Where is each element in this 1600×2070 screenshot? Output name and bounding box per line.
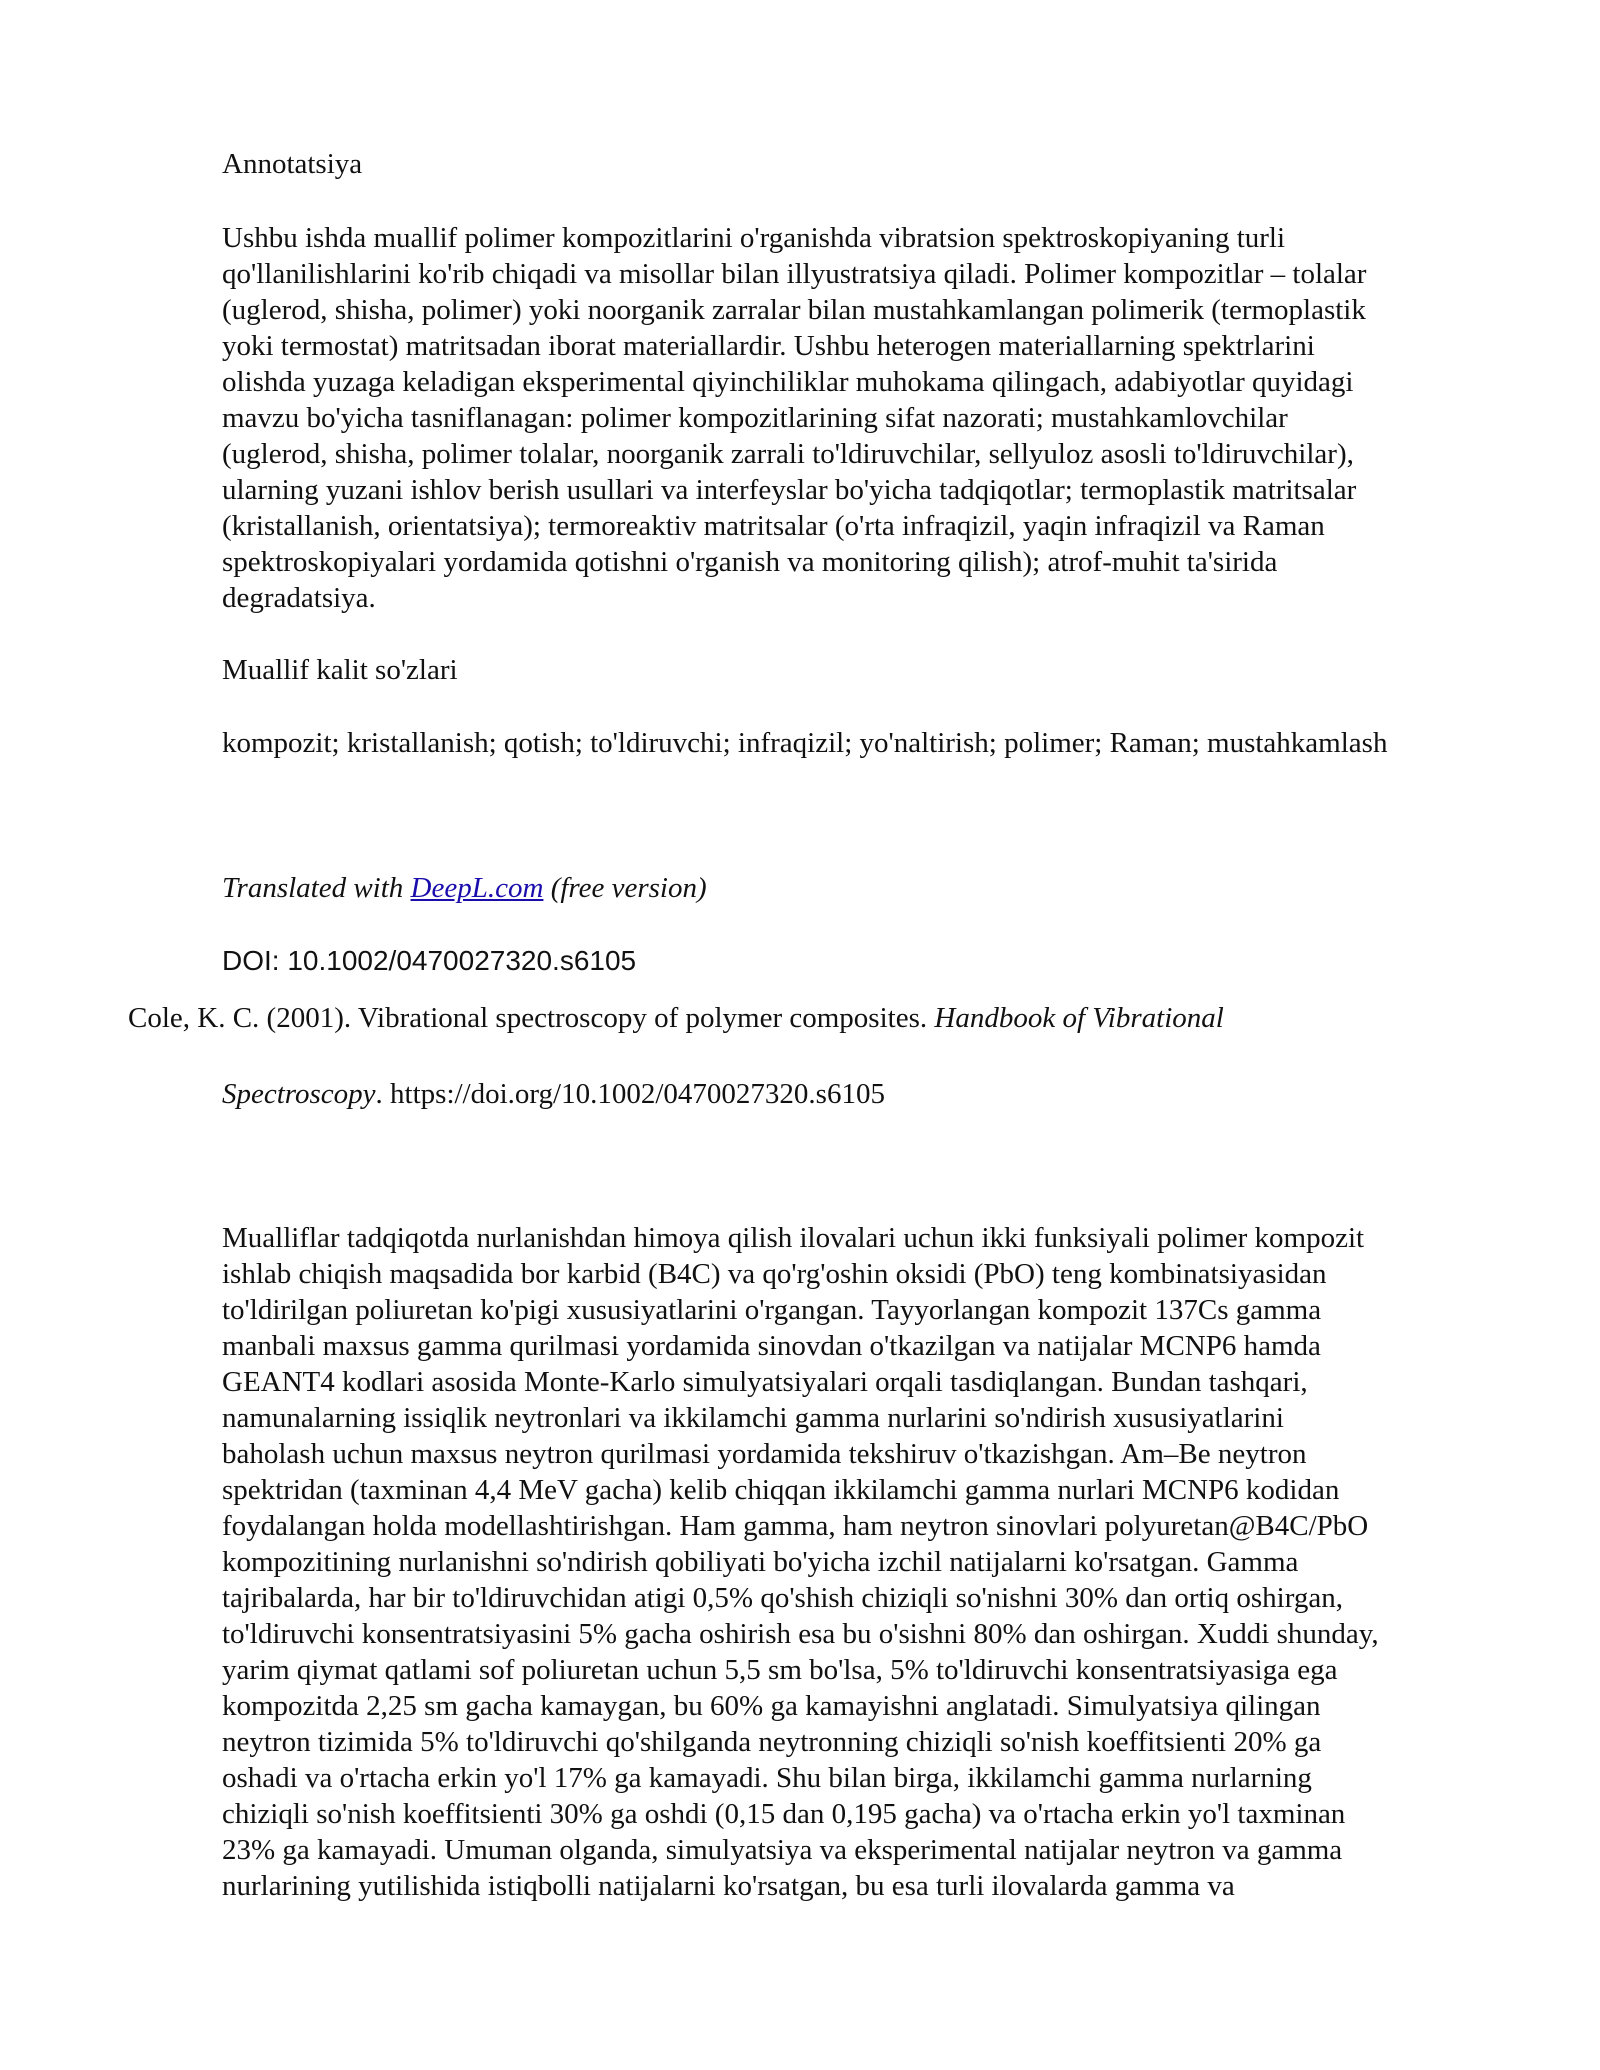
body-line: Mualliflar tadqiqotda nurlanishdan himoya qilish ilovalari uchun ikki funksiyali polimer kompozit [222, 1222, 1365, 1254]
body-line: nurlarining yutilishida istiqbolli natijalarni ko'rsatgan, bu esa turli ilovalarda gamma va [222, 1870, 1235, 1902]
body-line: manbali maxsus gamma qurilmasi yordamida sinovdan o'tkazilgan va natijalar MCNP6 hamda [222, 1330, 1321, 1362]
keywords-list: kompozit; kristallanish; qotish; to'ldiruvchi; infraqizil; yo'naltirish; polimer; Raman; mustahkamlash [222, 727, 1388, 759]
abstract-line: qo'llanilishlarini ko'rib chiqadi va misollar bilan illyustratsiya qiladi. Polimer kompozitlar – tolalar [222, 258, 1367, 290]
body-line: foydalangan holda modellashtirishgan. Ham gamma, ham neytron sinovlari polyuretan@B4C/PbO [222, 1510, 1369, 1542]
body-line: tajribalarda, har bir to'ldiruvchidan atigi 0,5% qo'shish chiziqli so'nishni 30% dan ortiq oshirgan, [222, 1582, 1343, 1614]
citation-journal-part2: Spectroscopy [222, 1078, 376, 1110]
abstract-line: Ushbu ishda muallif polimer kompozitlarini o'rganishda vibratsion spektroskopiyaning turli [222, 222, 1286, 254]
abstract-line: spektroskopiyalari yordamida qotishni o'rganish va monitoring qilish); atrof-muhit ta'sirida [222, 546, 1278, 578]
body-paragraph [222, 1220, 1492, 1904]
body-line: to'ldirilgan poliuretan ko'pigi xususiyatlarini o'rgangan. Tayyorlangan kompozit 137Cs gamma [222, 1294, 1322, 1326]
abstract-line: yoki termostat) matritsadan iborat materiallardir. Ushbu heterogen materiallarning spektrlarini [222, 330, 1315, 362]
body-line: ishlab chiqish maqsadida bor karbid (B4C) va qo'rg'oshin oksidi (PbO) teng kombinatsiyasidan [222, 1258, 1327, 1290]
abstract-line: (uglerod, shisha, polimer) yoki noorganik zarralar bilan mustahkamlangan polimerik (termoplastik [222, 294, 1366, 326]
abstract-line: (kristallanish, orientatsiya); termoreaktiv matritsalar (o'rta infraqizil, yaqin infraqizil va Raman [222, 510, 1325, 542]
body-line: oshadi va o'rtacha erkin yo'l 17% ga kamayadi. Shu bilan birga, ikkilamchi gamma nurlarning [222, 1762, 1312, 1794]
citation-url: . https://doi.org/10.1002/0470027320.s6105 [375, 1078, 885, 1110]
body-line: baholash uchun maxsus neytron qurilmasi yordamida tekshiruv o'tkazishgan. Am–Be neytron [222, 1438, 1307, 1470]
deepl-link[interactable]: DeepL.com [410, 872, 544, 904]
abstract-body [222, 220, 1492, 616]
body-line: kompozitining nurlanishni so'ndirish qobiliyati bo'yicha izchil natijalarni ko'rsatgan. Gamma [222, 1546, 1299, 1578]
body-line: kompozitda 2,25 sm gacha kamaygan, bu 60% ga kamayishni anglatadi. Simulyatsiya qilingan [222, 1690, 1321, 1722]
citation-line-2 [222, 1076, 1492, 1112]
abstract-heading: Annotatsiya [222, 148, 363, 180]
abstract-line: olishda yuzaga keladigan eksperimental qiyinchiliklar muhokama qilingach, adabiyotlar quyidagi [222, 366, 1354, 398]
citation-line-1 [128, 1000, 1224, 1036]
keywords-heading: Muallif kalit so'zlari [222, 654, 458, 686]
translation-prefix: Translated with [222, 872, 411, 904]
abstract-line: mavzu bo'yicha tasniflanagan: polimer kompozitlarining sifat nazorati; mustahkamlovchilar [222, 402, 1288, 434]
body-line: chiziqli so'nish koeffitsienti 30% ga oshdi (0,15 dan 0,195 gacha) va o'rtacha erkin yo'l taxminan [222, 1798, 1346, 1830]
body-line: namunalarning issiqlik neytronlari va ikkilamchi gamma nurlarini so'ndirish xususiyatlarini [222, 1402, 1284, 1434]
citation-journal-part1: Handbook of Vibrational [934, 1002, 1224, 1034]
abstract-line: degradatsiya. [222, 582, 376, 614]
body-line: neytron tizimida 5% to'ldiruvchi qo'shilganda neytronning chiziqli so'nish koeffitsienti 20% ga [222, 1726, 1322, 1758]
translation-suffix: (free version) [543, 872, 707, 904]
abstract-line: ularning yuzani ishlov berish usullari va interfeyslar bo'yicha tadqiqotlar; termoplastik matritsalar [222, 474, 1357, 506]
body-line: to'ldiruvchi konsentratsiyasini 5% gacha oshirish esa bu o'sishni 80% dan oshirgan. Xuddi shunday, [222, 1618, 1379, 1650]
citation-authors: Cole, K. C. (2001). Vibrational spectroscopy of polymer composites. [128, 1002, 935, 1034]
body-line: spektridan (taxminan 4,4 MeV gacha) kelib chiqqan ikkilamchi gamma nurlari MCNP6 kodidan [222, 1474, 1340, 1506]
abstract-line: (uglerod, shisha, polimer tolalar, noorganik zarrali to'ldiruvchilar, sellyuloz asosli to'ldiruvchilar), [222, 438, 1354, 470]
doi-line: DOI: 10.1002/0470027320.s6105 [222, 945, 637, 976]
body-line: 23% ga kamayadi. Umuman olganda, simulyatsiya va eksperimental natijalar neytron va gamma [222, 1834, 1343, 1866]
body-line: yarim qiymat qatlami sof poliuretan uchun 5,5 sm bo'lsa, 5% to'ldiruvchi konsentratsiyasiga ega [222, 1654, 1338, 1686]
body-line: GEANT4 kodlari asosida Monte-Karlo simulyatsiyalari orqali tasdiqlangan. Bundan tashqari, [222, 1366, 1308, 1398]
translation-note [222, 870, 1492, 906]
